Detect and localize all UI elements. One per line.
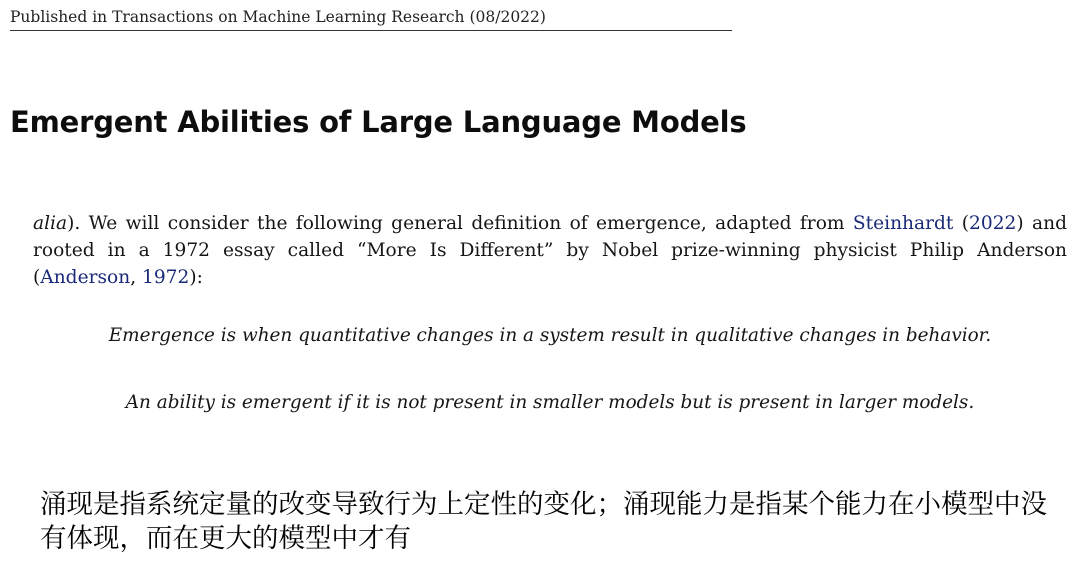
paragraph-text: ): xyxy=(189,267,203,288)
running-header: Published in Transactions on Machine Learning Research (08/2022) xyxy=(10,7,732,31)
citation-steinhardt-year[interactable]: 2022 xyxy=(969,213,1017,234)
definition-emergence: Emergence is when quantitative changes in a system result in qualitative changes in behavior. xyxy=(108,325,992,346)
paragraph-text: ( xyxy=(953,213,970,234)
citation-steinhardt-author[interactable]: Steinhardt xyxy=(852,213,954,234)
definition-emergent-ability: An ability is emergent if it is not present in smaller models but is present in larger models. xyxy=(125,392,975,413)
citation-anderson-year[interactable]: 1972 xyxy=(142,267,190,288)
paragraph-lead-italic: alia xyxy=(33,213,68,234)
paragraph-text: ) and rooted in a 1972 essay called “More Is Different” by Nobel prize-winning physicist Philip Anderson ( xyxy=(33,213,1067,288)
paragraph-text: , xyxy=(130,267,143,288)
body-paragraph xyxy=(33,210,1067,291)
paper-title: Emergent Abilities of Large Language Models xyxy=(10,105,747,139)
paragraph-text: ). We will consider the following general definition of emergence, adapted from xyxy=(67,213,853,234)
citation-anderson-author[interactable]: Anderson xyxy=(40,267,131,288)
chinese-annotation: 涌现是指系统定量的改变导致行为上定性的变化；涌现能力是指某个能力在小模型中没有体现，而在更大的模型中才有 xyxy=(40,489,1047,554)
